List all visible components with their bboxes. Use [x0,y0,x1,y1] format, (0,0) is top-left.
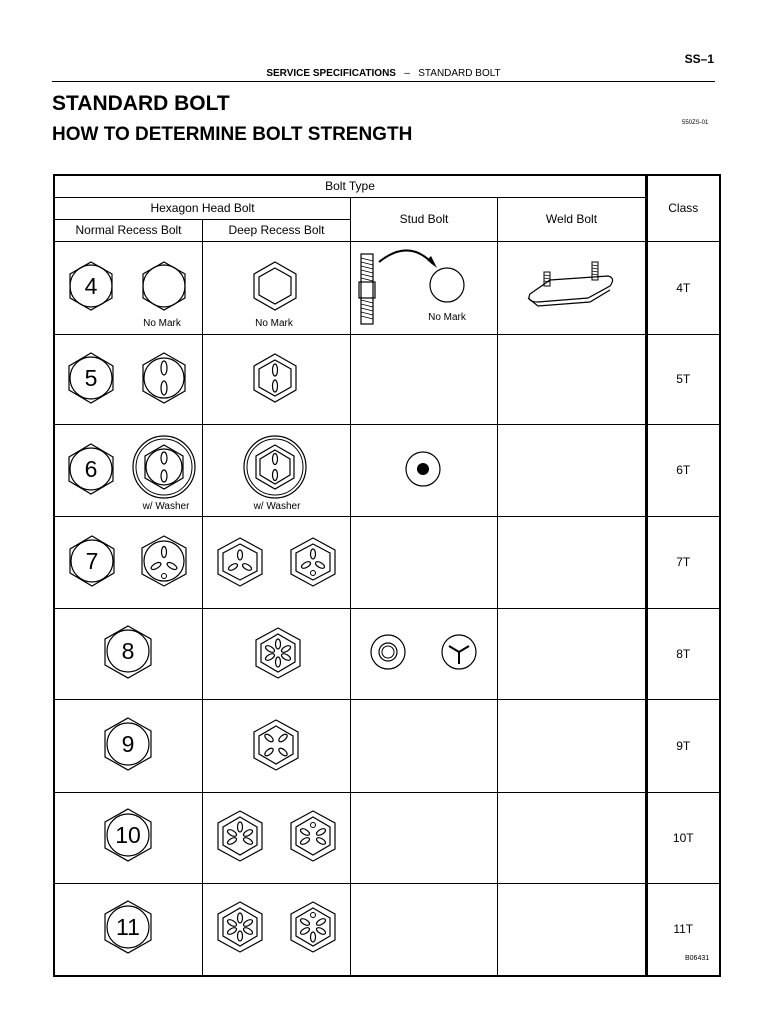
head-number-4: 4 [84,272,98,299]
class-7t: 7T [647,516,720,608]
weld-bolt-cell-10 [498,792,647,883]
table-row [54,883,720,976]
stud-bolt-header: Stud Bolt [351,197,498,241]
class-5t: 5T [647,334,720,424]
head-number-11: 11 [116,913,140,940]
table-row [54,424,720,516]
bolt-type-header: Bolt Type [54,175,647,197]
head-number-5: 5 [84,364,98,391]
weld-bolt-cell-9 [498,699,647,792]
normal-recess-cell-11 [54,883,203,976]
with-washer-label: w/ Washer [253,500,301,512]
deep-recess-cell-11 [203,883,351,976]
stud-bolt-cell-11 [351,883,498,976]
deep-recess-cell-9 [203,699,351,792]
weld-bolt-cell-7 [498,516,647,608]
deep-recess-cell-7 [203,516,351,608]
normal-recess-cell-5 [54,334,203,424]
normal-recess-cell-6 [54,424,203,516]
class-9t: 9T [647,699,720,792]
table-row [54,699,720,792]
normal-recess-cell-9 [54,699,203,792]
deep-recess-bolt-header: Deep Recess Bolt [203,219,351,241]
no-mark-label: No Mark [255,317,293,329]
weld-bolt-header: Weld Bolt [498,197,647,241]
deep-recess-cell-6 [203,424,351,516]
head-number-8: 8 [121,637,135,664]
stud-bolt-cell-5 [351,334,498,424]
class-11t: 11T [647,883,720,976]
class-4t: 4T [647,241,720,334]
deep-recess-cell-4 [203,241,351,334]
deep-recess-cell-5 [203,334,351,424]
page-subtitle: HOW TO DETERMINE BOLT STRENGTH [52,124,413,145]
no-mark-label: No Mark [428,311,466,323]
stud-bolt-cell-10 [351,792,498,883]
table-row [54,334,720,424]
head-number-9: 9 [121,730,135,757]
weld-bolt-cell-6 [498,424,647,516]
weld-bolt-cell-4 [498,241,647,334]
header-topic: STANDARD BOLT [418,68,501,79]
head-number-6: 6 [84,455,98,482]
deep-recess-cell-8 [203,608,351,699]
class-header: Class [647,175,720,241]
head-number-10: 10 [115,821,141,848]
page-number: SS–1 [684,52,714,66]
figure-code-top: 550ZS-01 [682,120,709,126]
weld-bolt-cell-5 [498,334,647,424]
normal-recess-cell-10 [54,792,203,883]
head-number-7: 7 [85,547,99,574]
table-row [54,608,720,699]
class-10t: 10T [647,792,720,883]
hexagon-head-bolt-header: Hexagon Head Bolt [54,197,351,219]
stud-bolt-cell-4 [351,241,498,334]
figure-code-bottom: B06431 [685,955,710,962]
weld-bolt-cell-11 [498,883,647,976]
stud-bolt-cell-8 [351,608,498,699]
bolt-strength-table [53,174,721,977]
page-title: STANDARD BOLT [52,92,230,115]
deep-recess-cell-10 [203,792,351,883]
header-section: SERVICE SPECIFICATIONS [266,68,396,79]
stud-bolt-cell-9 [351,699,498,792]
normal-recess-cell-4 [54,241,203,334]
stud-bolt-cell-6 [351,424,498,516]
table-row [54,516,720,608]
stud-bolt-cell-7 [351,516,498,608]
running-header [52,68,715,79]
normal-recess-cell-8 [54,608,203,699]
table-row [54,792,720,883]
weld-bolt-cell-8 [498,608,647,699]
normal-recess-cell-7 [54,516,203,608]
with-washer-label: w/ Washer [142,500,190,512]
normal-recess-bolt-header: Normal Recess Bolt [54,219,203,241]
class-6t: 6T [647,424,720,516]
no-mark-label: No Mark [143,317,181,329]
class-8t: 8T [647,608,720,699]
table-row [54,241,720,334]
header-rule [52,81,715,82]
header-dash: – [404,68,410,79]
